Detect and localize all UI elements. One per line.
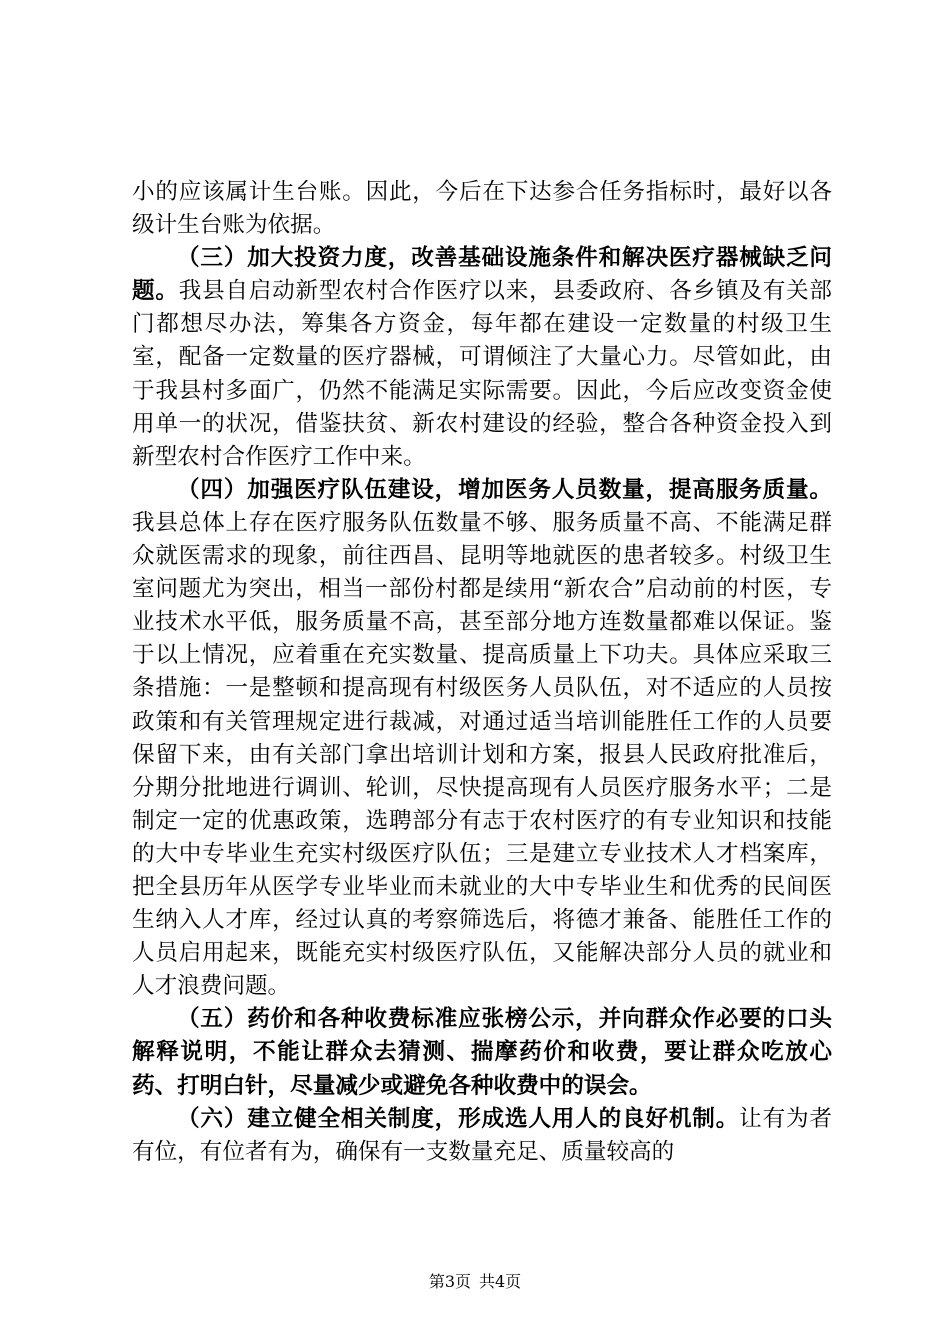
paragraph-continuation bbox=[132, 176, 832, 242]
section-heading: （四）加强医疗队伍建设，增加医务人员数量，提高服务质量。 bbox=[177, 476, 832, 503]
paragraph-body: 我县总体上存在医疗服务队伍数量不够、服务质量不高、不能满足群众就医需求的现象，前往西昌、昆明等地就医的患者较多。村级卫生室问题尤为突出，相当一部份村都是续用“新农合”启动前的村医，专业技术水平低，服务质量不高，甚至部分地方连数量都难以保证。鉴于以上情况，应着重在充实数量、提高质量上下功夫。具体应采取三条措施：一是整顿和提高现有村级医务人员队伍，对不适应的人员按政策和有关管理规定进行裁减，对通过适当培训能胜任工作的人员要保留下来，由有关部门拿出培训计划和方案，报县人民政府批准后，分期分批地进行调训、轮训，尽快提高现有人员医疗服务水平；二是制定一定的优惠政策，选聘部分有志于农村医疗的有专业知识和技能的大中专毕业生充实村级医疗队伍；三是建立专业技术人才档案库，把全县历年从医学专业毕业而未就业的大中专毕业生和优秀的民间医生纳入人才库，经过认真的考察筛选后，将德才兼备、能胜任工作的人员启用起来，既能充实村级医疗队伍，又能解决部分人员的就业和人才浪费问题。 bbox=[132, 509, 832, 1000]
page-footer bbox=[0, 1272, 950, 1292]
paragraph-body: 小的应该属计生台账。因此，今后在下达参合任务指标时，最好以各级计生台账为依据。 bbox=[132, 179, 832, 239]
page-number: 第3页 bbox=[428, 1272, 471, 1291]
section-heading: （五）药价和各种收费标准应张榜公示，并向群众作必要的口头解释说明，不能让群众去猜测、揣摩药价和收费，要让群众吃放心药、打明白针，尽量减少或避免各种收费中的误会。 bbox=[132, 1006, 832, 1099]
paragraph-section-6 bbox=[132, 1103, 832, 1169]
paragraph-body: 我县自启动新型农村合作医疗以来，县委政府、各乡镇及有关部门都想尽办法，筹集各方资金，每年都在建设一定数量的村级卫生室，配备一定数量的医疗器械，可谓倾注了大量心力。尽管如此，由于我县村多面广，仍然不能满足实际需要。因此，今后应改变资金使用单一的状况，借鉴扶贫、新农村建设的经验，整合各种资金投入到新型农村合作医疗工作中来。 bbox=[132, 278, 833, 470]
paragraph-section-5 bbox=[132, 1003, 832, 1102]
section-heading: （三）加大投资力度，改善基础设施条件和解决医疗器械缺乏问题。 bbox=[132, 245, 832, 305]
document-body bbox=[132, 176, 832, 1169]
section-heading: （六）建立健全相关制度，形成选人用人的良好机制。 bbox=[177, 1105, 740, 1132]
paragraph-body: 让有为者有位，有位者有为，确保有一支数量充足、质量较高的 bbox=[132, 1105, 833, 1165]
page-total: 共4页 bbox=[479, 1272, 522, 1291]
paragraph-section-4 bbox=[132, 474, 832, 1004]
paragraph-section-3 bbox=[132, 242, 832, 474]
